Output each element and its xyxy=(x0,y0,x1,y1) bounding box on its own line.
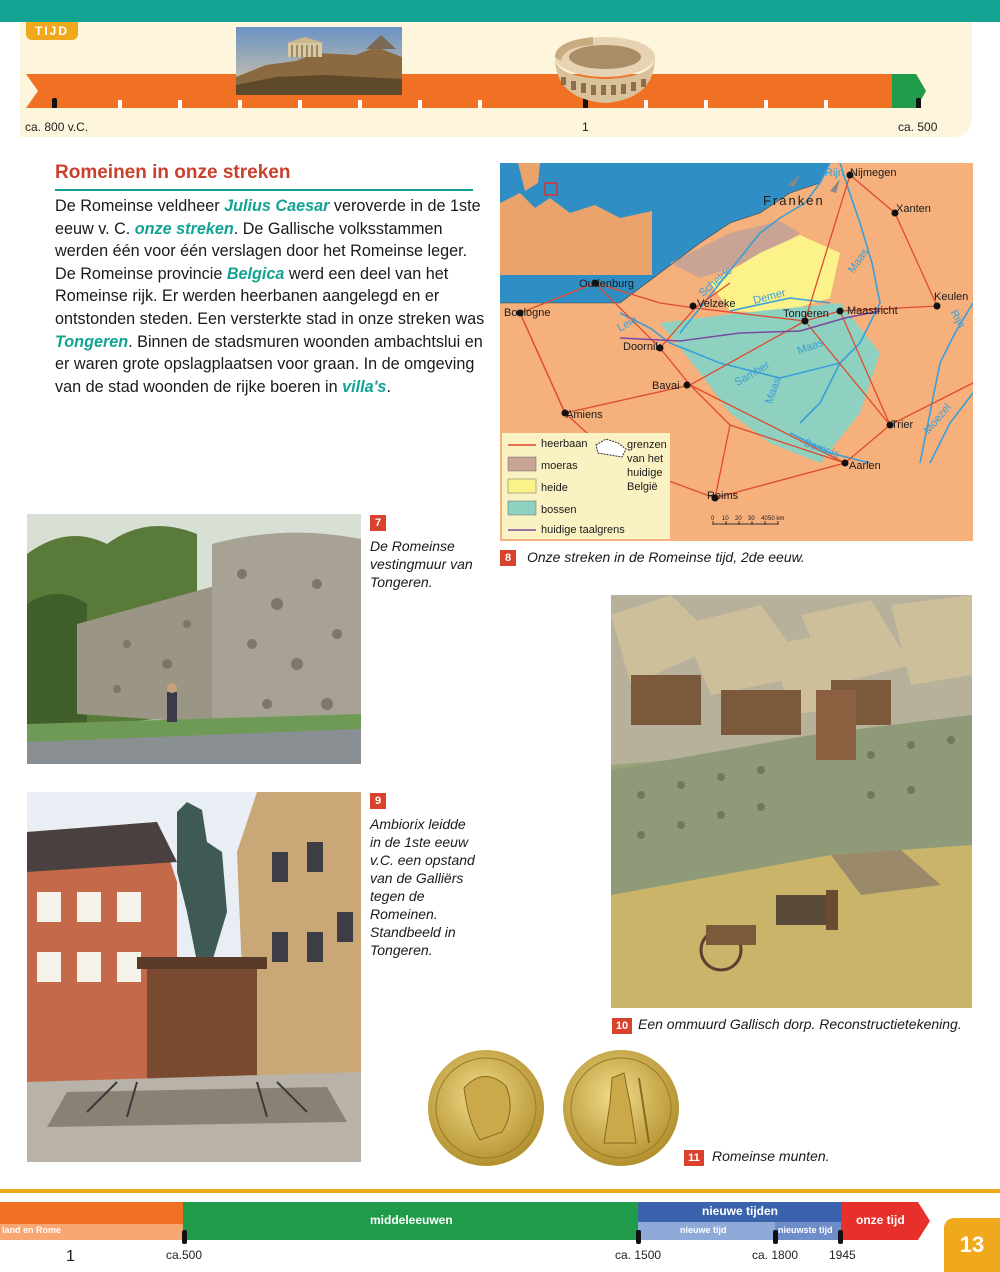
era-nieuwste-tijd: nieuwste tijd xyxy=(778,1225,833,1235)
city-trier: Trier xyxy=(891,419,914,431)
city-xanten: Xanten xyxy=(896,203,931,215)
term-julius-caesar: Julius Caesar xyxy=(224,197,330,215)
figure-8-caption: Onze streken in de Romeinse tijd, 2de eeuw. xyxy=(527,549,805,565)
figure-7-number: 7 xyxy=(370,515,386,531)
top-color-band xyxy=(0,0,1000,22)
era-nieuwe-tijd: nieuwe tijd xyxy=(680,1225,727,1235)
colosseum-photo xyxy=(553,27,657,105)
city-velzeke: Velzeke xyxy=(697,298,736,310)
river-rijn-north: Rijn xyxy=(825,167,844,179)
river-semois: Semois xyxy=(802,437,841,461)
figure-9-number: 9 xyxy=(370,793,386,809)
river-rijn-east: Rijn xyxy=(947,307,968,331)
page-number: 13 xyxy=(944,1218,1000,1272)
city-reims: Reims xyxy=(707,490,739,502)
river-maas-middle: Maas xyxy=(795,336,826,358)
city-boulogne: Boulogne xyxy=(504,307,551,319)
title-underline xyxy=(55,189,473,191)
scale-50km: 50 km xyxy=(768,516,785,522)
era-nieuwe-tijden: nieuwe tijden xyxy=(702,1204,779,1218)
tick-1800: ca. 1800 xyxy=(752,1248,799,1262)
term-onze-streken: onze streken xyxy=(134,219,234,238)
legend-grenzen: grenzen van het huidige België xyxy=(627,439,667,493)
figure-11-caption: Romeinse munten. xyxy=(712,1148,830,1164)
city-aarlen: Aarlen xyxy=(849,460,881,472)
figure-7-caption: De Romeinse vestingmuur van Tongeren. xyxy=(370,538,473,590)
scale-10: 10 xyxy=(722,516,729,522)
text-run: De Romeinse veldheer xyxy=(55,197,225,215)
legend-heide: heide xyxy=(541,482,568,494)
text-run: werd een deel van het Romeinse rijk. Er werden heerbanen aangelegd en er ontstonden steden. Een versterkte stad in onze streken was xyxy=(55,264,485,328)
legend-heerbaan: heerbaan xyxy=(541,438,588,450)
bottom-rule xyxy=(0,1189,1000,1193)
text-run: veroverde in de 1ste eeuw v. C. xyxy=(55,197,481,238)
era-middeleeuwen: middeleeuwen xyxy=(370,1213,453,1227)
text-run: . De Gallische volksstammen werden één voor één verslagen door het Romeinse leger. De Romeinse provincie xyxy=(55,219,468,283)
period-timeline-arrow xyxy=(26,74,926,108)
river-leie: Leie xyxy=(615,313,640,335)
city-doornik: Doornik xyxy=(623,341,661,353)
scale-0: 0 xyxy=(711,516,715,522)
roman-coins-photo xyxy=(424,1048,684,1168)
text-run: . xyxy=(386,377,391,396)
legend-bossen: bossen xyxy=(541,504,577,516)
timeline-middle-label: 1 xyxy=(582,120,589,134)
tick-500: ca.500 xyxy=(166,1248,203,1262)
era-onze-tijd: onze tijd xyxy=(856,1213,905,1227)
text-run: . Binnen de stadsmuren woonden ambachtslui en er waren grote opslagplaatsen voor graan. In de omgeving van de stad woonden de rijke boeren in xyxy=(55,332,483,396)
figure-9-caption: Ambiorix leidde in de 1ste eeuw v.C. een opstand van de Galliërs tegen de Romeinen. Standbeeld in Tongeren. xyxy=(370,816,475,958)
ambiorix-statue-photo xyxy=(27,792,361,1162)
river-moezel: Moezel xyxy=(921,401,954,437)
city-tongeren: Tongeren xyxy=(783,308,829,320)
river-schelde: Schelde xyxy=(696,264,735,300)
tick-1945: 1945 xyxy=(829,1248,856,1262)
tick-1500: ca. 1500 xyxy=(615,1248,662,1262)
legend-moeras: moeras xyxy=(541,460,578,472)
scale-20: 20 xyxy=(735,516,742,522)
timeline-start-label: ca. 800 v.C. xyxy=(25,120,89,134)
city-maastricht: Maastricht xyxy=(847,305,898,317)
figure-11-number: 11 xyxy=(684,1150,704,1166)
scale-30: 30 xyxy=(748,516,755,522)
river-samber: Samber xyxy=(732,359,772,389)
river-demer: Demer xyxy=(752,286,788,308)
legend-taalgrens: huidige taalgrens xyxy=(541,524,625,536)
city-amiens: Amiens xyxy=(566,409,603,421)
acropolis-photo xyxy=(236,27,402,95)
river-maas-north: Maas xyxy=(845,246,872,276)
figure-10-caption: Een ommuurd Gallisch dorp. Reconstructietekening. xyxy=(638,1016,962,1032)
city-bavai: Bavai xyxy=(652,380,680,392)
tick-1: 1 xyxy=(66,1248,75,1265)
city-oudenburg: Oudenburg xyxy=(579,278,635,290)
term-tongeren: Tongeren xyxy=(55,332,129,351)
timeline-end-label: ca. 500 xyxy=(898,120,938,134)
region-franken: Franken xyxy=(763,193,825,208)
intro-paragraph xyxy=(55,195,485,398)
era-timeline-bar xyxy=(0,1202,930,1244)
roman-wall-photo xyxy=(27,514,361,764)
term-villas: villa's xyxy=(342,377,387,396)
scale-40: 40 xyxy=(761,516,768,522)
figure-8-number: 8 xyxy=(500,550,516,566)
city-keulen: Keulen xyxy=(934,291,969,303)
term-belgica: Belgica xyxy=(226,264,285,283)
section-title: Romeinen in onze streken xyxy=(55,162,291,183)
era-rome: land en Rome xyxy=(2,1225,62,1235)
river-maas-south: Maas xyxy=(763,376,784,406)
tijd-tab: TIJD xyxy=(26,22,78,40)
map-labels xyxy=(500,163,973,541)
gallic-village-illustration xyxy=(611,595,972,1008)
figure-10-number: 10 xyxy=(612,1018,632,1034)
city-nijmegen: Nijmegen xyxy=(850,167,897,179)
